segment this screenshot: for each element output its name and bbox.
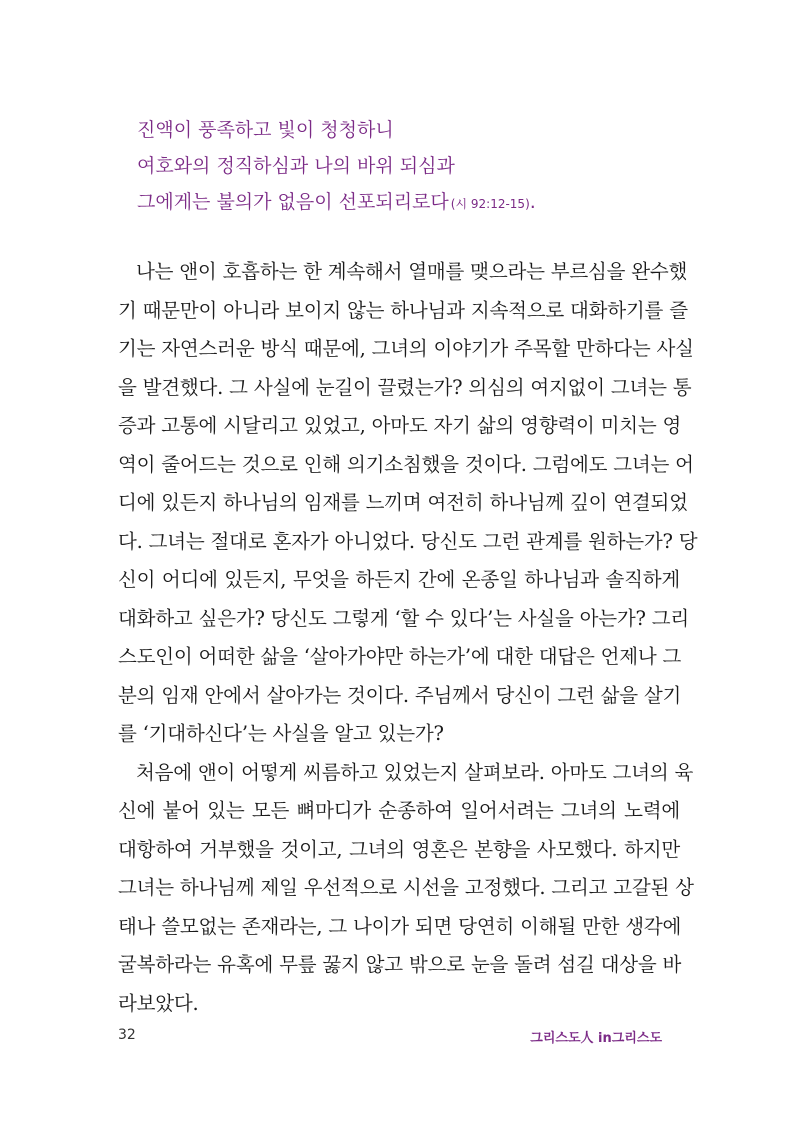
body-text [118, 253, 698, 1023]
paragraph-line: 다. 그녀는 절대로 혼자가 아니었다. 당신도 그런 관계를 원하는가? 당 [118, 529, 698, 553]
paragraph-line: 역이 줄어드는 것으로 인해 의기소침했을 것이다. 그럼에도 그녀는 어 [118, 452, 694, 476]
quote-line-1: 진액이 풍족하고 빛이 청청하니 [137, 119, 394, 141]
paragraph-line: 분의 임재 안에서 살아가는 것이다. 주님께서 당신이 그런 삶을 살기 [118, 683, 682, 707]
paragraph-line: 기 때문만이 아니라 보이지 않는 하나님과 지속적으로 대화하기를 즐 [118, 298, 688, 322]
quote-line-3-text: 그에게는 불의가 없음이 선포되리로다 [137, 191, 449, 213]
paragraph-line: 그녀는 하나님께 제일 우선적으로 시선을 고정했다. 그리고 고갈된 상 [118, 876, 694, 899]
quote-line-3 [137, 184, 737, 220]
paragraph-2 [118, 754, 694, 1024]
quote-line-2: 여호와의 정직하심과 나의 바위 되심과 [137, 155, 455, 177]
paragraph-line: 스도인이 어떠한 삶을 ‘살아가야만 하는가’에 대한 대답은 언제나 그 [118, 645, 682, 668]
scripture-reference: (시 92:12-15) [450, 197, 530, 211]
scripture-quote [137, 112, 737, 220]
paragraph-line: 태나 쓸모없는 존재라는, 그 나이가 되면 당연히 이해될 만한 생각에 [118, 914, 682, 938]
page-number: 32 [118, 1027, 136, 1043]
quote-period: . [529, 191, 536, 213]
paragraph-line: 처음에 앤이 어떻게 씨름하고 있었는지 살펴보라. 아마도 그녀의 육 [136, 760, 694, 784]
paragraph-line: 대화하고 싶은가? 당신도 그렇게 ‘할 수 있다’는 사실을 아는가? 그리 [118, 606, 690, 630]
paragraph-line: 증과 고통에 시달리고 있었고, 아마도 자기 삶의 영향력이 미치는 영 [118, 414, 682, 437]
paragraph-line: 디에 있든지 하나님의 임재를 느끼며 여전히 하나님께 깊이 연결되었 [118, 491, 688, 514]
paragraph-line: 대항하여 거부했을 것이고, 그녀의 영혼은 본향을 사모했다. 하지만 [118, 837, 680, 861]
paragraph-line: 을 발견했다. 그 사실에 눈길이 끌렸는가? 의심의 여지없이 그녀는 통 [118, 375, 692, 399]
paragraph-line: 라보았다. [118, 991, 199, 1015]
paragraph-line: 기는 자연스러운 방식 때문에, 그녀의 이야기가 주목할 만하다는 사실 [118, 337, 694, 360]
paragraph-line: 신이 어디에 있든지, 무엇을 하든지 간에 온종일 하나님과 솔직하게 [118, 568, 680, 591]
paragraph-line: 굴복하라는 유혹에 무릎 꿇지 않고 밖으로 눈을 돌려 섬길 대상을 바 [118, 953, 682, 976]
paragraph-1 [118, 253, 698, 754]
running-footer-title: 그리스도人 in그리스도 [530, 1031, 662, 1046]
paragraph-line: 신에 붙어 있는 모든 뼈마디가 순종하여 일어서려는 그녀의 노력에 [118, 799, 680, 822]
paragraph-line: 나는 앤이 호흡하는 한 계속해서 열매를 맺으라는 부르심을 완수했 [136, 260, 688, 283]
paragraph-line: 를 ‘기대하신다’는 사실을 알고 있는가? [118, 722, 444, 745]
